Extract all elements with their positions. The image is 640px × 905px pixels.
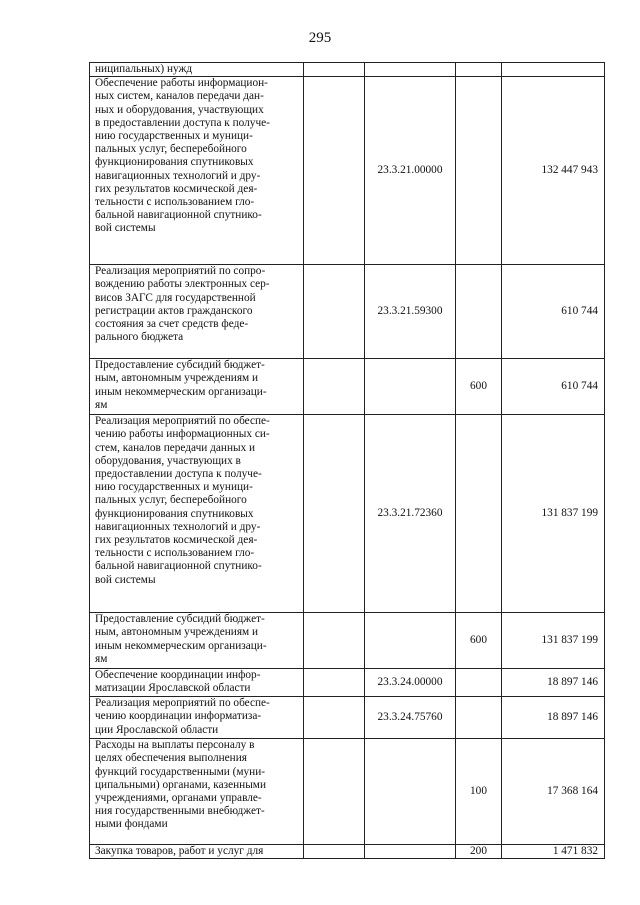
table-row — [90, 359, 605, 415]
budget-table — [89, 62, 605, 859]
row-name: Обеспечение координации инфор- матизации Ярославской области — [90, 669, 304, 697]
row-code: 23.3.21.00000 — [365, 77, 456, 265]
row-blank-column — [304, 613, 365, 669]
table-row — [90, 669, 605, 697]
row-name: Предоставление субсидий бюджет- ным, автономным учреждениям и иным некоммерческим организаци- ям — [90, 359, 304, 415]
row-code: 23.3.21.72360 — [365, 415, 456, 613]
row-code — [365, 359, 456, 415]
row-amount: 610 744 — [502, 265, 605, 359]
row-amount: 18 897 146 — [502, 669, 605, 697]
row-name: Реализация мероприятий по обеспе- чению координации информатиза- ции Ярославской области — [90, 697, 304, 739]
table-row — [90, 697, 605, 739]
row-amount: 18 897 146 — [502, 697, 605, 739]
table-row — [90, 613, 605, 669]
table-row — [90, 415, 605, 613]
row-blank-column — [304, 845, 365, 859]
row-code — [365, 739, 456, 845]
row-name: Расходы на выплаты персоналу в целях обеспечения выполнения функций государственными (муни- ципальными) органами, казенными учреждениями, органами управле- ния государственными внебюджет- ными фондами — [90, 739, 304, 845]
table-row — [90, 77, 605, 265]
row-name: Предоставление субсидий бюджет- ным, автономным учреждениям и иным некоммерческим организаци- ям — [90, 613, 304, 669]
row-name: Обеспечение работы информацион- ных систем, каналов передачи дан- ных и оборудования, участвующих в предоставлении доступа к получе- нию государственных и муници- пальных услуг, бесперебойного функционирования спутниковых навигационных технологий и дру- гих результатов космической дея- тельности с использованием гло- бальной навигационной спутнико- вой системы — [90, 77, 304, 265]
row-amount: 131 837 199 — [502, 415, 605, 613]
row-blank-column — [304, 63, 365, 77]
row-code — [365, 63, 456, 77]
row-name: Реализация мероприятий по сопро- вождению работы электронных сер- висов ЗАГС для государственной регистрации актов гражданского состояния за счет средств феде- рального бюджета — [90, 265, 304, 359]
row-name: Реализация мероприятий по обеспе- чению работы информационных си- стем, каналов передачи данных и оборудования, участвующих в предоставлении доступа к получе- нию государственных и муници- пальных услуг, бесперебойного функционирования спутниковых навигационных технологий и дру- гих результатов космической дея- тельности с использованием гло- бальной навигационной спутнико- вой системы — [90, 415, 304, 613]
row-amount: 610 744 — [502, 359, 605, 415]
row-expense-type — [456, 77, 502, 265]
row-expense-type — [456, 697, 502, 739]
table-row — [90, 63, 605, 77]
row-expense-type: 600 — [456, 613, 502, 669]
row-blank-column — [304, 359, 365, 415]
budget-table-body — [90, 63, 605, 859]
row-code: 23.3.24.00000 — [365, 669, 456, 697]
row-expense-type — [456, 669, 502, 697]
row-code — [365, 613, 456, 669]
row-amount: 132 447 943 — [502, 77, 605, 265]
row-amount: 17 368 164 — [502, 739, 605, 845]
row-name: Закупка товаров, работ и услуг для — [90, 845, 304, 859]
row-expense-type: 600 — [456, 359, 502, 415]
page-number: 295 — [308, 30, 332, 46]
row-blank-column — [304, 415, 365, 613]
row-blank-column — [304, 77, 365, 265]
row-name: ниципальных) нужд — [90, 63, 304, 77]
row-code: 23.3.24.75760 — [365, 697, 456, 739]
row-blank-column — [304, 669, 365, 697]
row-expense-type: 200 — [456, 845, 502, 859]
row-blank-column — [304, 697, 365, 739]
row-expense-type: 100 — [456, 739, 502, 845]
row-amount: 1 471 832 — [502, 845, 605, 859]
table-row — [90, 739, 605, 845]
row-amount: 131 837 199 — [502, 613, 605, 669]
row-amount — [502, 63, 605, 77]
row-blank-column — [304, 265, 365, 359]
table-row — [90, 845, 605, 859]
row-expense-type — [456, 415, 502, 613]
row-code — [365, 845, 456, 859]
table-row — [90, 265, 605, 359]
row-blank-column — [304, 739, 365, 845]
row-code: 23.3.21.59300 — [365, 265, 456, 359]
row-expense-type — [456, 265, 502, 359]
row-expense-type — [456, 63, 502, 77]
